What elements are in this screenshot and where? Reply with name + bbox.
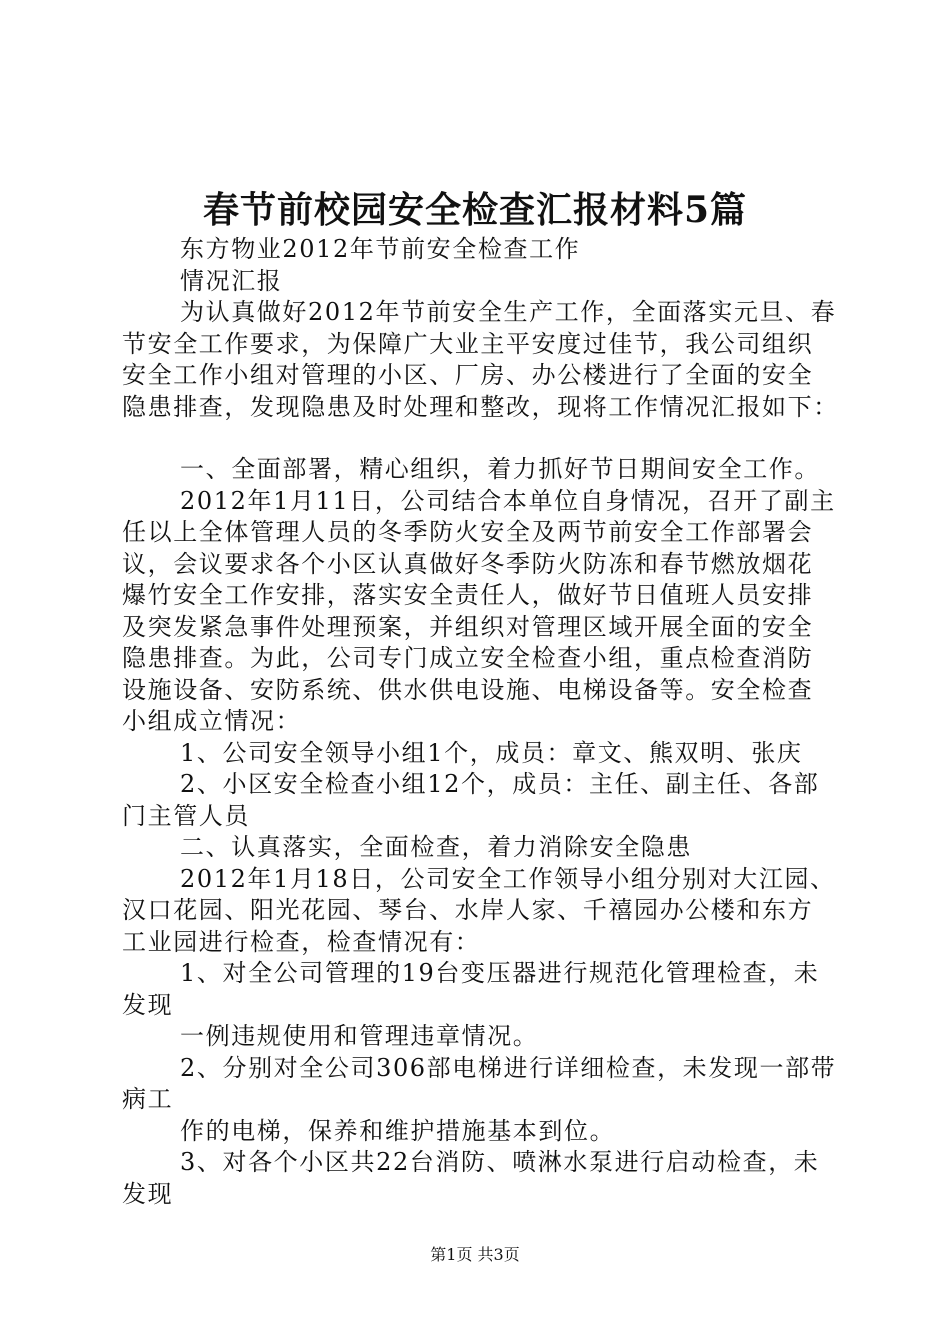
list-item: 1、对全公司管理的19台变压器进行规范化管理检查，未	[180, 959, 820, 987]
text-line: 门主管人员	[122, 801, 250, 830]
text-line: 2012年1月18日，公司安全工作领导小组分别对大江园、	[180, 864, 836, 893]
page-footer: 第1页 共3页	[430, 1245, 520, 1264]
text-line: 隐患排查。为此，公司专门成立安全检查小组，重点检查消防	[122, 644, 814, 672]
text-line: 病工	[122, 1085, 174, 1113]
text-line: 情况汇报	[180, 266, 283, 295]
text-line: 隐患排查，发现隐患及时处理和整改，现将工作情况汇报如下：	[122, 392, 839, 421]
text-line: 东方物业2012年节前安全检查工作	[180, 235, 581, 263]
list-item: 3、对各个小区共22台消防、喷淋水泵进行启动检查，未	[180, 1148, 820, 1176]
paragraph-gap	[122, 423, 834, 454]
list-item: 2、分别对全公司306部电梯进行详细检查，未发现一部带	[180, 1053, 837, 1082]
text-line: 议，会议要求各个小区认真做好冬季防火防冻和春节燃放烟花	[122, 549, 814, 578]
text-line: 节安全工作要求，为保障广大业主平安度过佳节，我公司组织	[122, 329, 814, 358]
section-heading: 二、认真落实，全面检查，着力消除安全隐患	[180, 833, 692, 861]
text-line: 任以上全体管理人员的冬季防火安全及两节前安全工作部署会	[122, 518, 814, 546]
list-item: 1、公司安全领导小组1个，成员：章文、熊双明、张庆	[180, 738, 803, 767]
section-heading: 一、全面部署，精心组织，着力抓好节日期间安全工作。	[180, 455, 820, 483]
text-line: 作的电梯，保养和维护措施基本到位。	[180, 1116, 616, 1145]
document-body	[122, 234, 839, 1210]
list-item: 2、小区安全检查小组12个，成员：主任、副主任、各部	[180, 770, 820, 798]
text-line: 发现	[122, 1179, 174, 1208]
text-line: 2012年1月11日，公司结合本单位自身情况，召开了副主	[180, 486, 836, 515]
text-line: 安全工作小组对管理的小区、厂房、办公楼进行了全面的安全	[122, 361, 814, 389]
text-line: 爆竹安全工作安排，落实安全责任人，做好节日值班人员安排	[122, 581, 814, 609]
text-line: 设施设备、安防系统、供水供电设施、电梯设备等。安全检查	[122, 675, 814, 704]
text-line: 一例违规使用和管理违章情况。	[180, 1022, 539, 1050]
text-line: 汉口花园、阳光花园、琴台、水岸人家、千禧园办公楼和东方	[122, 896, 814, 924]
text-line: 为认真做好2012年节前安全生产工作，全面落实元旦、春	[180, 298, 837, 326]
text-line: 小组成立情况：	[122, 707, 302, 735]
text-line: 发现	[122, 990, 174, 1019]
text-line: 工业园进行检查，检查情况有：	[122, 927, 481, 956]
text-line: 及突发紧急事件处理预案，并组织对管理区域开展全面的安全	[122, 612, 814, 641]
document-title: 春节前校园安全检查汇报材料5篇	[202, 189, 748, 231]
